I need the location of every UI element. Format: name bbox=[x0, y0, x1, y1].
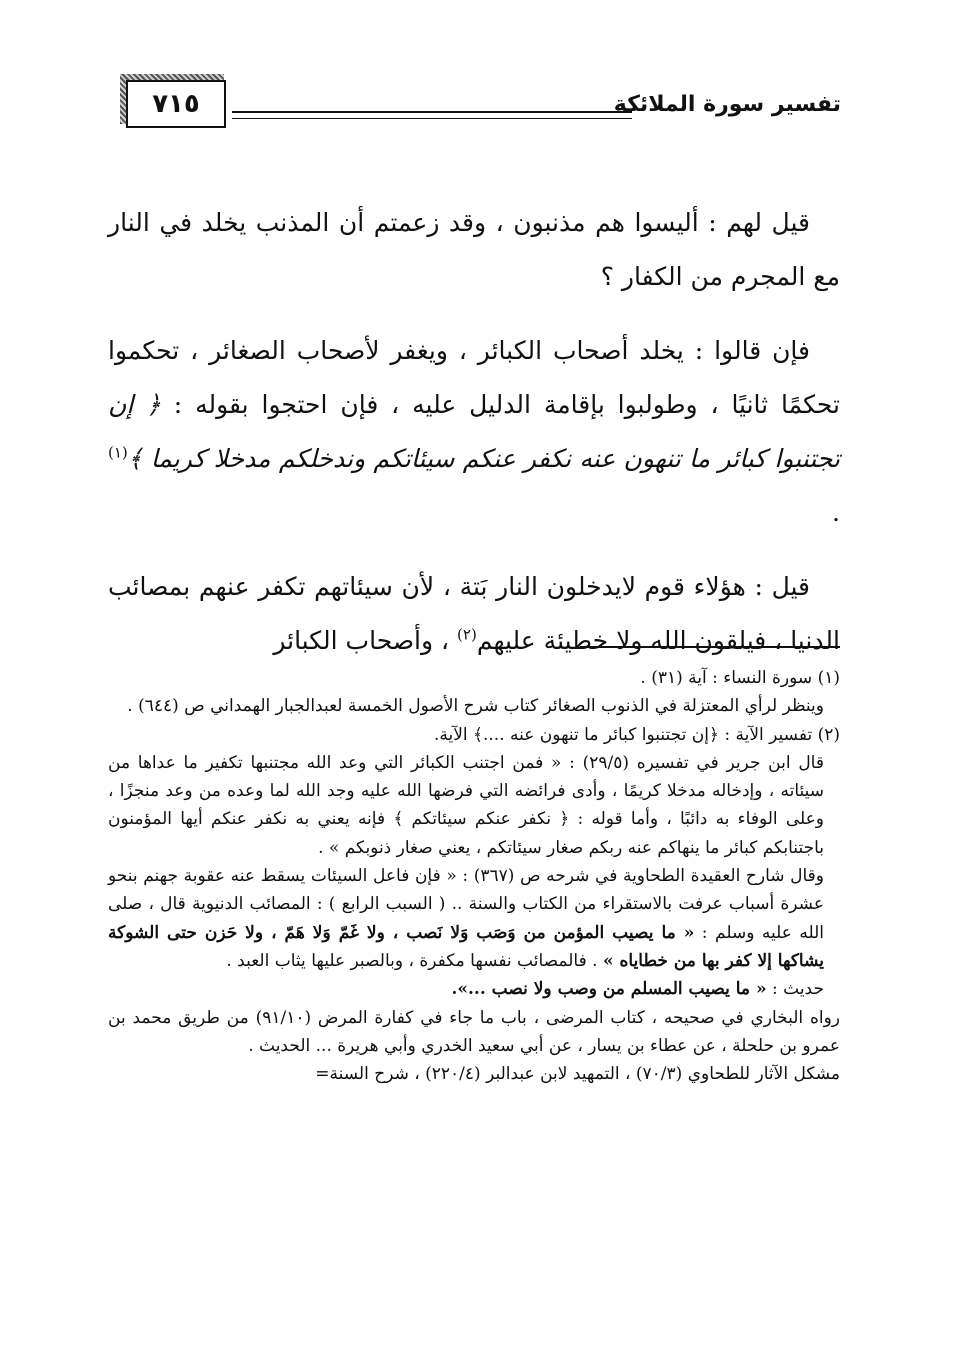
tahawi-text-end: . فالمصائب نفسها مكفرة ، وبالصبر عليها يثاب العبد . bbox=[226, 950, 603, 971]
mushkil-reference: مشكل الآثار للطحاوي (٧٠/٣) ، التمهيد لابن عبدالبر (٢٢٠/٤) ، شرح السنة= bbox=[315, 1064, 840, 1085]
footnote-ref-2: (٢) bbox=[457, 625, 477, 644]
paragraph-1: قيل لهم : أليسوا هم مذنبون ، وقد زعمتم أن المذنب يخلد في النار مع المجرم من الكفار ؟ bbox=[108, 208, 840, 291]
header-rule bbox=[232, 111, 632, 119]
hadith-citation bbox=[108, 975, 840, 1003]
tahawi-text: وقال شارح العقيدة الطحاوية في شرحه ص (٣٦٧) : « فإن فاعل السيئات يسقط عنه عقوبة جهنم بنحو عشرة أسباب عرفت بالاستقراء من الكتاب والسنة .. ( السبب الرابع ) : المصائب الدنيوية قال ، صلى الله عليه وسلم : bbox=[108, 866, 825, 943]
paragraph-2-end: . bbox=[832, 498, 840, 527]
footnotes bbox=[108, 664, 840, 1088]
hadith-text: « ما يصيب المسلم من وصب ولا نصب ...». bbox=[451, 979, 767, 1000]
hadith-label: حديث : bbox=[766, 979, 824, 1000]
paragraph-3-end: ، وأصحاب الكبائر bbox=[273, 626, 458, 655]
footnote-2-tahawi bbox=[108, 862, 840, 975]
quran-verse: ﴿ إن تجتنبوا كبائر ما تنهون عنه نكفر عنكم سيئاتكم وندخلكم مدخلا كريما ﴾ bbox=[108, 390, 840, 473]
footnote-ref-1: (١) bbox=[108, 443, 128, 462]
running-title: تفسير سورة الملائكة bbox=[613, 92, 841, 117]
page-number-frame bbox=[120, 74, 230, 130]
footnote-2: (٢) تفسير الآية : ﴿إن تجتنبوا كبائر ما تنهون عنه ....﴾ الآية. bbox=[433, 724, 840, 745]
footnote-separator bbox=[580, 646, 840, 648]
paragraph-3-text: قيل : هؤلاء قوم لايدخلون النار بَتة ، لأن سيئاتهم تكفر عنهم بمصائب الدنيا ، فيلقون الله ولا خطيئة عليهم bbox=[108, 572, 840, 655]
footnote-1-note: وينظر لرأي المعتزلة في الذنوب الصغائر كتاب شرح الأصول الخمسة لعبدالجبار الهمداني ص (٦٤٤) . bbox=[127, 696, 824, 717]
footnote-2-tabari: قال ابن جرير في تفسيره (٢٩/٥) : « فمن اجتنب الكبائر التي وعد الله مجتنبها تكفير ما عداها من سيئاته ، وإدخاله مدخلا كريمًا ، وأدى فرائضه التي فرضها الله عليه وجد الله لما وعده من وعد منجزًا ، وعلى الوفاء به دائبًا ، وأما قوله : ﴿ نكفر عنكم سيئاتكم ﴾ فإنه يعني به نكفر عنكم أيها المؤمنون باجتنابكم كبائر ما ينهاكم عنه ربكم صغار سيئاتكم ، يعني صغار ذنوبكم » . bbox=[108, 752, 824, 858]
tahawi-hadith: « ما يصيب المؤمن من وَصَب وَلا نَصب ، ولا غَمّ وَلا هَمّ ، ولا حَزن حتى الشوكة يشاكها إلا كفر بها من خطاياه » bbox=[108, 922, 824, 971]
paragraph-3 bbox=[108, 560, 840, 668]
paragraph-2 bbox=[108, 324, 840, 540]
bukhari-reference: رواه البخاري في صحيحه ، كتاب المرضى ، باب ما جاء في كفارة المرض (٩١/١٠) من طريق محمد بن عمرو بن حلحلة ، عن عطاء بن يسار ، عن أبي سعيد الخدري وأبي هريرة ... الحديث . bbox=[108, 1007, 840, 1056]
page-number: ٧١٥ bbox=[126, 80, 226, 128]
footnote-1: (١) سورة النساء : آية (٣١) . bbox=[640, 668, 840, 688]
paragraph-2-text: فإن قالوا : يخلد أصحاب الكبائر ، ويغفر لأصحاب الصغائر ، تحكموا تحكمًا ثانيًا ، وطولبوا بإقامة الدليل عليه ، فإن احتجوا بقوله : bbox=[108, 336, 841, 419]
main-text bbox=[108, 196, 840, 668]
